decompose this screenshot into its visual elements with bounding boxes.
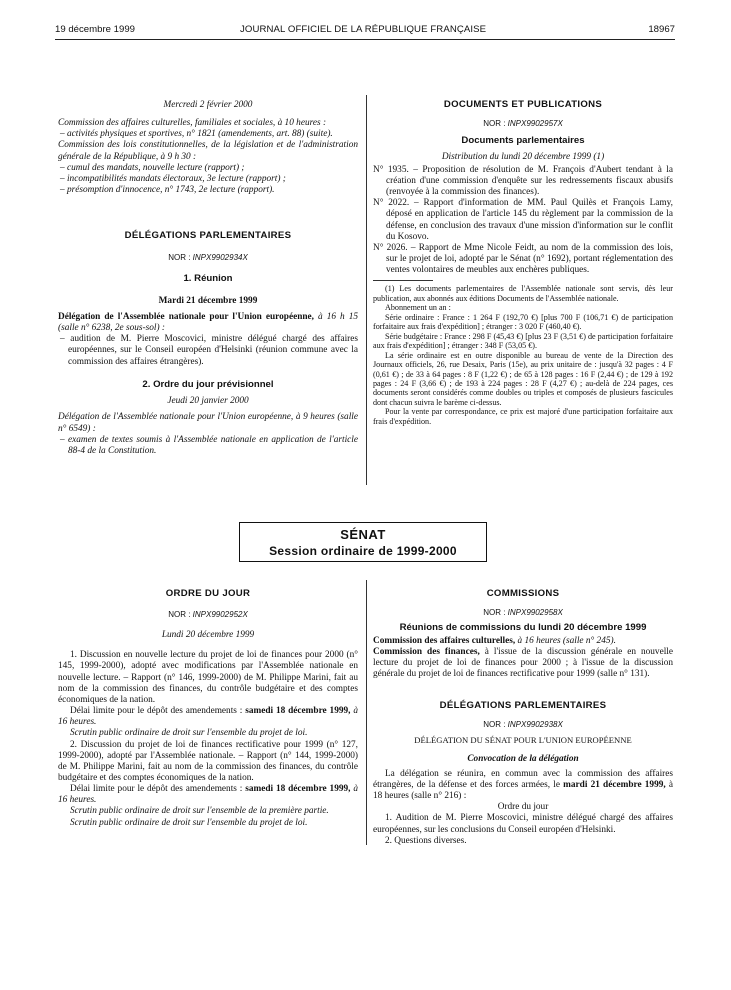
footnote-vente: La série ordinaire est en outre disponible au bureau de vente de la Direction des Journaux officiels, 26, rue Desaix, Paris (15e), au prix unitaire de : jusqu'à 32 pages : 4 F (0,61 €) ; de 33 à 64 pages : 8 F (1,22 €) ; de 65 à 128 pages : 16 F (2,44 €) ; de 129 à 192 pages : 24 F (3,66 €) ; de 193 à 224 pages : 28 F (4,27 €) ; au-delà de 224 pages, ces documents seront considérés comme doubles ou triples et composés de plusieurs fascicules dont chacun suivra le barème ci-dessus. bbox=[373, 350, 673, 407]
page-header bbox=[55, 24, 675, 38]
ordre-du-jour-label: Ordre du jour bbox=[497, 802, 549, 813]
footnote-abonnement: Abonnement un an : bbox=[385, 303, 451, 313]
convocation-text: La délégation se réunira, en commun avec la commission des affaires étrangères, de la défense et des forces armées, le mardi 21 décembre 1999, à 18 heures (salle n° 216) : bbox=[373, 768, 674, 802]
delegation-paragraph: Délégation de l'Assemblée nationale pour l'Union européenne, à 9 heures (salle n° 6549) : bbox=[58, 412, 358, 434]
nor-reference: NOR : INPX9902952X bbox=[168, 609, 248, 619]
section-date: Mardi 21 décembre 1999 bbox=[158, 295, 258, 306]
section-title: 2. Ordre du jour prévisionnel bbox=[142, 378, 274, 390]
nor-reference: NOR : INPX9902938X bbox=[483, 719, 563, 729]
agenda-item: – incompatibilités mandats électoraux, 3e lecture (rapport) ; bbox=[60, 173, 286, 184]
document-entry: N° 2026. – Rapport de Mme Nicole Feidt, au nom de la commission des lois, sur le projet de loi, adopté par le Sénat (n° 1692), portant réglementation des ventes volontaires de meubles aux enchères publiques. bbox=[373, 242, 673, 276]
agenda-item: – activités physiques et sportives, n° 1821 (amendements, art. 88) (suite). bbox=[60, 129, 333, 140]
header-date: 19 décembre 1999 bbox=[55, 24, 136, 35]
commission-lois: Commission des lois constitutionnelles, de la législation et de l'administration générale de la République, à 9 h 30 : bbox=[58, 140, 358, 162]
right-top-column bbox=[373, 99, 673, 426]
senat-banner bbox=[239, 522, 487, 562]
section-title: 1. Réunion bbox=[183, 273, 233, 285]
nor-reference: NOR : INPX9902958X bbox=[483, 607, 563, 617]
nor-reference: NOR : INPX9902957X bbox=[483, 118, 563, 128]
commission-entry: Commission des affaires culturelles, à 16 heures (salle n° 245). bbox=[373, 635, 616, 646]
section-date: Jeudi 20 janvier 2000 bbox=[167, 396, 249, 407]
footnote-rule bbox=[373, 280, 433, 281]
commissions-title: COMMISSIONS bbox=[486, 588, 560, 599]
agenda-point: 1. Audition de M. Pierre Moscovici, ministre délégué chargé des affaires européennes, sur les conclusions du Conseil européen d'Helsinki. bbox=[373, 813, 673, 835]
header-rule bbox=[55, 39, 675, 40]
footnote-serie-ordinaire: Série ordinaire : France : 1 264 F (192,70 €) [plus 700 F (106,71 €) de participation forfaitaire aux frais d'expédition] ; étranger : 3 020 F (460,40 €). bbox=[373, 312, 673, 332]
senat-title: SÉNAT bbox=[340, 527, 386, 542]
reunions-heading: Réunions de commissions du lundi 20 décembre 1999 bbox=[399, 622, 647, 634]
footnote: (1) Les documents parlementaires de l'Assemblée nationale sont servis, dès leur publication, aux abonnés aux éditions Documents de l'Assemblée nationale. bbox=[373, 284, 673, 303]
delegation-paragraph: Délégation de l'Assemblée nationale pour l'Union européenne, à 16 h 15 (salle n° 6238, 2e sous-sol) : bbox=[58, 312, 358, 334]
left-bottom-column bbox=[58, 588, 358, 829]
column-divider-top bbox=[366, 95, 367, 485]
page-number: 18967 bbox=[648, 24, 675, 35]
scrutin-note: Scrutin public ordinaire de droit sur l'ensemble du projet de loi. bbox=[70, 817, 308, 828]
document-entry: N° 1935. – Proposition de résolution de M. François d'Aubert tendant à la création d'une commission d'enquête sur les redressements fiscaux abusifs (renvoyée à la commission des finances). bbox=[373, 164, 673, 198]
commission-entry: Commission des finances, à l'issue de la discussion générale en nouvelle lecture du projet de loi de finances pour 2000 ; à l'issue de la discussion générale du projet de loi de finances rectificative pour 1999 (salle n° 131). bbox=[373, 646, 673, 680]
agenda-item: – examen de textes soumis à l'Assemblée nationale en application de l'article 88-4 de la Constitution. bbox=[60, 434, 358, 456]
footnote-correspondance: Pour la vente par correspondance, ce prix est majoré d'une participation forfaitaire aux frais d'expédition. bbox=[373, 407, 673, 426]
ordre-du-jour-title: ORDRE DU JOUR bbox=[165, 588, 251, 599]
agenda-item: – cumul des mandats, nouvelle lecture (rapport) ; bbox=[60, 162, 245, 173]
column-divider-bottom bbox=[366, 580, 367, 845]
scrutin-note: Scrutin public ordinaire de droit sur l'ensemble du projet de loi. bbox=[70, 728, 308, 739]
scrutin-note: Scrutin public ordinaire de droit sur l'ensemble de la première partie. bbox=[70, 806, 329, 817]
agenda-date: Mercredi 2 février 2000 bbox=[163, 100, 253, 110]
commission-culture: Commission des affaires culturelles, familiales et sociales, à 10 heures : bbox=[58, 118, 327, 129]
senat-session: Session ordinaire de 1999-2000 bbox=[269, 543, 457, 558]
nor-reference: NOR : INPX9902934X bbox=[168, 252, 248, 262]
delegations-title: DÉLÉGATIONS PARLEMENTAIRES bbox=[439, 700, 607, 712]
footnote-serie-budgetaire: Série budgétaire : France : 298 F (45,43 €) [plus 23 F (3,51 €) de participation forfaitaire aux frais d'expédition] ; étranger : 348 F (53,05 €). bbox=[373, 331, 673, 351]
agenda-point: 1. Discussion en nouvelle lecture du projet de loi de finances pour 2000 (n° 145, 1999-2000), adopté avec modifications par l'Assemblée nationale en nouvelle lecture. – Rapport (n° 146, 1999-2000) de M. Philippe Marini, fait au nom de la commission des finances, du contrôle budgétaire et des comptes économiques de la nation. bbox=[58, 650, 358, 705]
agenda-item: – présomption d'innocence, n° 1743, 2e lecture (rapport). bbox=[60, 185, 275, 196]
document-entry: N° 2022. – Rapport d'information de MM. Paul Quilès et François Lamy, déposé en application de l'article 145 du règlement par la commission de la défense, en conclusion des travaux d'une mission d'information sur le conflit du Kosovo. bbox=[373, 198, 673, 242]
documents-subtitle: Documents parlementaires bbox=[461, 135, 585, 147]
right-bottom-column bbox=[373, 588, 673, 847]
agenda-point: 2. Questions diverses. bbox=[385, 835, 467, 846]
distribution-line: Distribution du lundi 20 décembre 1999 (1) bbox=[441, 151, 605, 162]
convocation-heading: Convocation de la délégation bbox=[467, 753, 579, 764]
documents-title: DOCUMENTS ET PUBLICATIONS bbox=[443, 99, 603, 110]
left-top-column bbox=[58, 100, 358, 457]
agenda-point: 2. Discussion du projet de loi de finances rectificative pour 1999 (n° 127, 1999-2000), adopté par l'Assemblée nationale. – Rapport (n° 144, 1999-2000) de M. Philippe Marini, fait au nom de la commission des finances, du contrôle budgétaire et des comptes économiques de la nation. bbox=[58, 739, 358, 783]
delegation-name: DÉLÉGATION DU SÉNAT POUR L'UNION EUROPÉENNE bbox=[414, 735, 632, 746]
journal-title: JOURNAL OFFICIEL DE LA RÉPUBLIQUE FRANÇAISE bbox=[240, 24, 487, 35]
deadline: Délai limite pour le dépôt des amendements : samedi 18 décembre 1999, à 16 heures. bbox=[58, 706, 358, 728]
session-date: Lundi 20 décembre 1999 bbox=[161, 630, 255, 641]
deadline: Délai limite pour le dépôt des amendements : samedi 18 décembre 1999, à 16 heures. bbox=[58, 784, 358, 806]
agenda-item: – audition de M. Pierre Moscovici, ministre délégué chargé des affaires européennes, sur le Conseil européen d'Helsinki (réunion commune avec la commission des affaires étrangères). bbox=[60, 334, 358, 367]
delegations-title: DÉLÉGATIONS PARLEMENTAIRES bbox=[124, 230, 292, 242]
